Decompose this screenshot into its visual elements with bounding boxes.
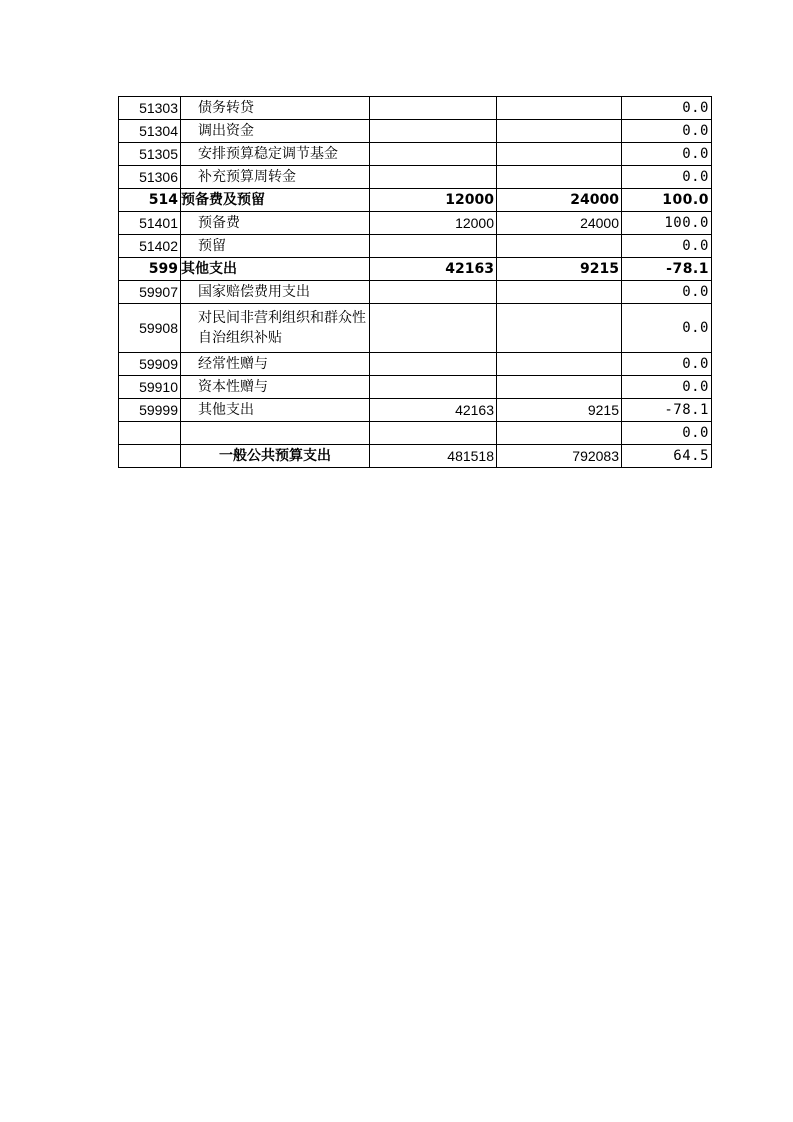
row-value-2: 24000 (497, 189, 622, 212)
row-percent: 100.0 (622, 212, 712, 235)
row-value-1 (370, 143, 497, 166)
row-percent: 0.0 (622, 166, 712, 189)
table-row (119, 166, 712, 189)
row-value-2 (497, 376, 622, 399)
budget-table (118, 96, 712, 468)
row-name: 预备费 (181, 212, 370, 235)
table-row (119, 235, 712, 258)
row-code: 59909 (119, 353, 181, 376)
row-percent: 0.0 (622, 120, 712, 143)
row-code: 514 (119, 189, 181, 212)
row-percent: 0.0 (622, 376, 712, 399)
table-row (119, 376, 712, 399)
row-percent: -78.1 (622, 399, 712, 422)
row-value-1 (370, 376, 497, 399)
row-code: 59908 (119, 304, 181, 353)
row-name: 其他支出 (181, 399, 370, 422)
row-value-1: 42163 (370, 258, 497, 281)
row-value-2 (497, 166, 622, 189)
row-value-1 (370, 166, 497, 189)
table-row (119, 97, 712, 120)
row-value-2: 792083 (497, 445, 622, 468)
row-value-2 (497, 235, 622, 258)
row-code: 51305 (119, 143, 181, 166)
table-row (119, 143, 712, 166)
row-name: 经常性赠与 (181, 353, 370, 376)
table-row (119, 120, 712, 143)
row-name: 预备费及预留 (181, 189, 370, 212)
row-name: 安排预算稳定调节基金 (181, 143, 370, 166)
table-row (119, 353, 712, 376)
row-name: 预留 (181, 235, 370, 258)
row-name: 调出资金 (181, 120, 370, 143)
row-name: 对民间非营利组织和群众性自治组织补贴 (181, 304, 370, 353)
row-value-1 (370, 422, 497, 445)
table-row (119, 399, 712, 422)
table-row (119, 281, 712, 304)
row-code: 599 (119, 258, 181, 281)
table-row-category (119, 258, 712, 281)
row-name (181, 422, 370, 445)
row-percent: 0.0 (622, 304, 712, 353)
row-value-1 (370, 235, 497, 258)
row-value-1: 481518 (370, 445, 497, 468)
row-value-1 (370, 304, 497, 353)
table-row (119, 304, 712, 353)
table-row-total (119, 445, 712, 468)
row-code (119, 445, 181, 468)
row-percent: -78.1 (622, 258, 712, 281)
row-value-2 (497, 143, 622, 166)
row-percent: 64.5 (622, 445, 712, 468)
row-name: 其他支出 (181, 258, 370, 281)
row-name: 资本性赠与 (181, 376, 370, 399)
row-code: 51306 (119, 166, 181, 189)
row-code: 51402 (119, 235, 181, 258)
row-percent: 0.0 (622, 97, 712, 120)
row-name: 国家赔偿费用支出 (181, 281, 370, 304)
row-code: 59907 (119, 281, 181, 304)
row-value-2 (497, 353, 622, 376)
row-name: 债务转贷 (181, 97, 370, 120)
row-value-2: 24000 (497, 212, 622, 235)
row-value-2: 9215 (497, 399, 622, 422)
row-value-2: 9215 (497, 258, 622, 281)
row-percent: 0.0 (622, 235, 712, 258)
row-code: 51401 (119, 212, 181, 235)
row-code: 59999 (119, 399, 181, 422)
row-value-1: 12000 (370, 189, 497, 212)
row-percent: 0.0 (622, 353, 712, 376)
row-value-1: 12000 (370, 212, 497, 235)
row-value-1 (370, 97, 497, 120)
row-percent: 0.0 (622, 143, 712, 166)
row-value-2 (497, 281, 622, 304)
row-code: 51303 (119, 97, 181, 120)
row-value-2 (497, 304, 622, 353)
row-code: 59910 (119, 376, 181, 399)
row-value-2 (497, 422, 622, 445)
table-row (119, 212, 712, 235)
row-percent: 0.0 (622, 281, 712, 304)
row-value-2 (497, 120, 622, 143)
table-row (119, 422, 712, 445)
row-code (119, 422, 181, 445)
row-code: 51304 (119, 120, 181, 143)
row-percent: 100.0 (622, 189, 712, 212)
row-name: 补充预算周转金 (181, 166, 370, 189)
row-percent: 0.0 (622, 422, 712, 445)
row-value-1 (370, 120, 497, 143)
table-row-category (119, 189, 712, 212)
row-name: 一般公共预算支出 (181, 445, 370, 468)
row-value-1: 42163 (370, 399, 497, 422)
row-value-1 (370, 281, 497, 304)
row-value-1 (370, 353, 497, 376)
row-value-2 (497, 97, 622, 120)
